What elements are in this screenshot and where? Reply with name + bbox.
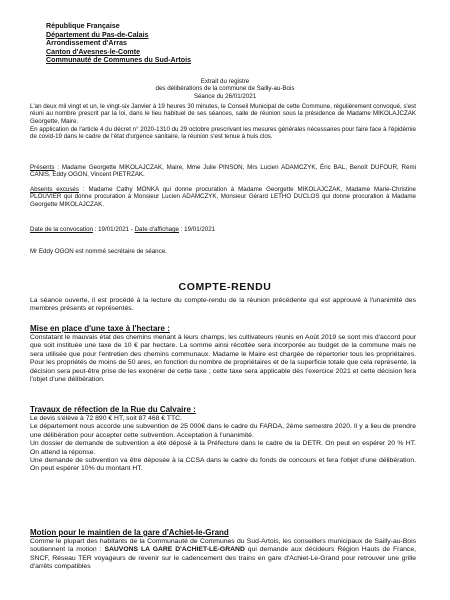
- extract-line-2: des délibérations de la commune de Sailly-au-Bois: [155, 85, 295, 93]
- road-works-quote: Le devis s'élève à 72 890 € HT, soit 87 468 € TTC.: [30, 415, 182, 422]
- posting-date: : 19/01/2021: [179, 226, 216, 233]
- present-members: [30, 164, 416, 179]
- excused-label: Absents excusés: [30, 186, 79, 193]
- road-works-department-grant: Le département nous accorde une subvention de 25 000€ dans le cadre du FARDA, 2ème semestre 2020. Il y a lieu de prendre une délibération pour accepter cette subvention. Acceptation à l'unanimité.: [30, 423, 416, 439]
- section-heading-hectare-tax: Mise en place d'une taxe à l'hectare :: [30, 324, 170, 333]
- letterhead-line-department: Département du Pas-de-Calais: [46, 30, 149, 39]
- report-title: COMPTE-RENDU: [178, 281, 272, 293]
- opening-paragraph: La séance ouverte, il est procédé à la lecture du compte-rendu de la réunion précédente qui est approuvé à l'unanimité des membres présents et représentés.: [30, 297, 416, 313]
- letterhead-line-community: Communauté de Communes du Sud-Artois: [46, 56, 192, 65]
- posting-label: Date d'affichage: [134, 226, 179, 233]
- present-label: Présents: [30, 164, 55, 171]
- convocation-date: : 19/01/2021 -: [92, 226, 135, 233]
- hectare-tax-paragraph: Constatant le mauvais état des chemins menant à leurs champs, les cultivateurs réunis en Août 2019 se sont mis d'accord pour que soit instituée une taxe de 10 € par hectare. La somme ainsi récoltée sera incorporée au budget de la commune mais ne sera utilisée que pour l'entretien des chemins communaux. Madame le Maire est chargée de répertorier tous les propriétaires. Pour les propriétés de moins de 50 ares, en fonction du nombre de propriétaires et de la superficie totale que cela représente, la décision sera peut-être prise de les exonérer de cette taxe ; cette taxe sera applicable dès l'exercice 2021 et cette décision fera l'objet d'une délibération.: [30, 334, 416, 384]
- covid-paragraph: En application de l'article 4 du décret n° 2020-1310 du 29 octobre prescrivant les mesures générales nécessaires pour faire face à l'épidémie de covid-19 dans le cadre de l'état d'urgence sanitaire, la réunion s'est tenue à huis clos.: [30, 126, 416, 141]
- present-list: : Madame Georgette MIKOLAJCZAK, Maire, Mme Julie PINSON, Mrs Lucien ADAMCZYK, Éric BAL, Benoît DUFOUR, Rémi CANIS, Eddy OGON, Vincent PIETRZAK.: [30, 164, 416, 179]
- dates-line: [30, 226, 416, 233]
- section-heading-road-works: Travaux de réfection de la Rue du Calvaire :: [30, 405, 196, 414]
- station-motion-paragraph: [30, 538, 416, 572]
- station-motion-highlight: SAUVONS LA GARE D'ACHIET-LE-GRAND: [104, 546, 245, 554]
- letterhead-line-republic: République Française: [46, 22, 120, 30]
- station-motion-text-after: qui demande aux décideurs Région Hauts de France, SNCF, Réseau TER voyageurs de revenir sur le cadencement des trains en gare d'Achiet-Le-Grand pour retrouver une grille d'arrêts compatibles: [30, 546, 416, 571]
- intro-paragraph: L'an deux mil vingt et un, le vingt-six Janvier à 19 heures 30 minutes, le Conseil Municipal de cette Commune, régulièrement convoqué, s'est réuni au nombre prescrit par la loi, dans le lieu habituel de ses séances, salle de réunion sous la présidence de Madame MIKOLAJCZAK Georgette, Maire.: [30, 103, 416, 125]
- extract-line-3: Séance du 26/01/2021: [193, 92, 257, 100]
- road-works-ccsa-grant: Une demande de subvention va être déposée à la CCSA dans le cadre du fonds de concours et fera l'objet d'une délibération. On peut espérer 10% du montant HT.: [30, 457, 416, 473]
- station-motion-text-before: Comme le plupart des habitants de la Communauté de Communes du Sud-Artois, les conseillers municipaux de Sailly-au-Bois soutiennent la motion :: [30, 538, 416, 554]
- letterhead-line-arrondissement: Arrondissement d'Arras: [46, 39, 127, 48]
- road-works-block: [30, 415, 416, 474]
- excused-members: [30, 186, 416, 208]
- excused-list: : Madame Cathy MONKA qui donne procuration à Madame Georgette MIKOLAJCZAK, Madame Marie-Christine PLOUVIER qui donne procuration à Monsieur Lucien ADAMCZYK, Monsieur Gérard LETHO DUCLOS qui donne procuration à Madame Georgette MIKOLAJCZAK.: [30, 186, 416, 208]
- extract-line-1: Extrait du registre: [200, 78, 250, 85]
- register-extract-heading: [0, 78, 450, 100]
- road-works-detr-grant: Un dossier de demande de subvention a été déposé à la Préfecture dans le cadre de la DETR. On peut en espérer 20 % HT. On attend la réponse.: [30, 440, 416, 456]
- letterhead-line-canton: Canton d'Avesnes-le-Comte: [46, 47, 141, 56]
- convocation-label: Date de la convocation: [30, 226, 93, 233]
- section-heading-station-motion: Motion pour le maintien de la gare d'Achiet-le-Grand: [30, 528, 229, 537]
- letterhead: [46, 22, 191, 65]
- secretary-line: Mr Eddy OGON est nommé secrétaire de séance.: [30, 248, 167, 255]
